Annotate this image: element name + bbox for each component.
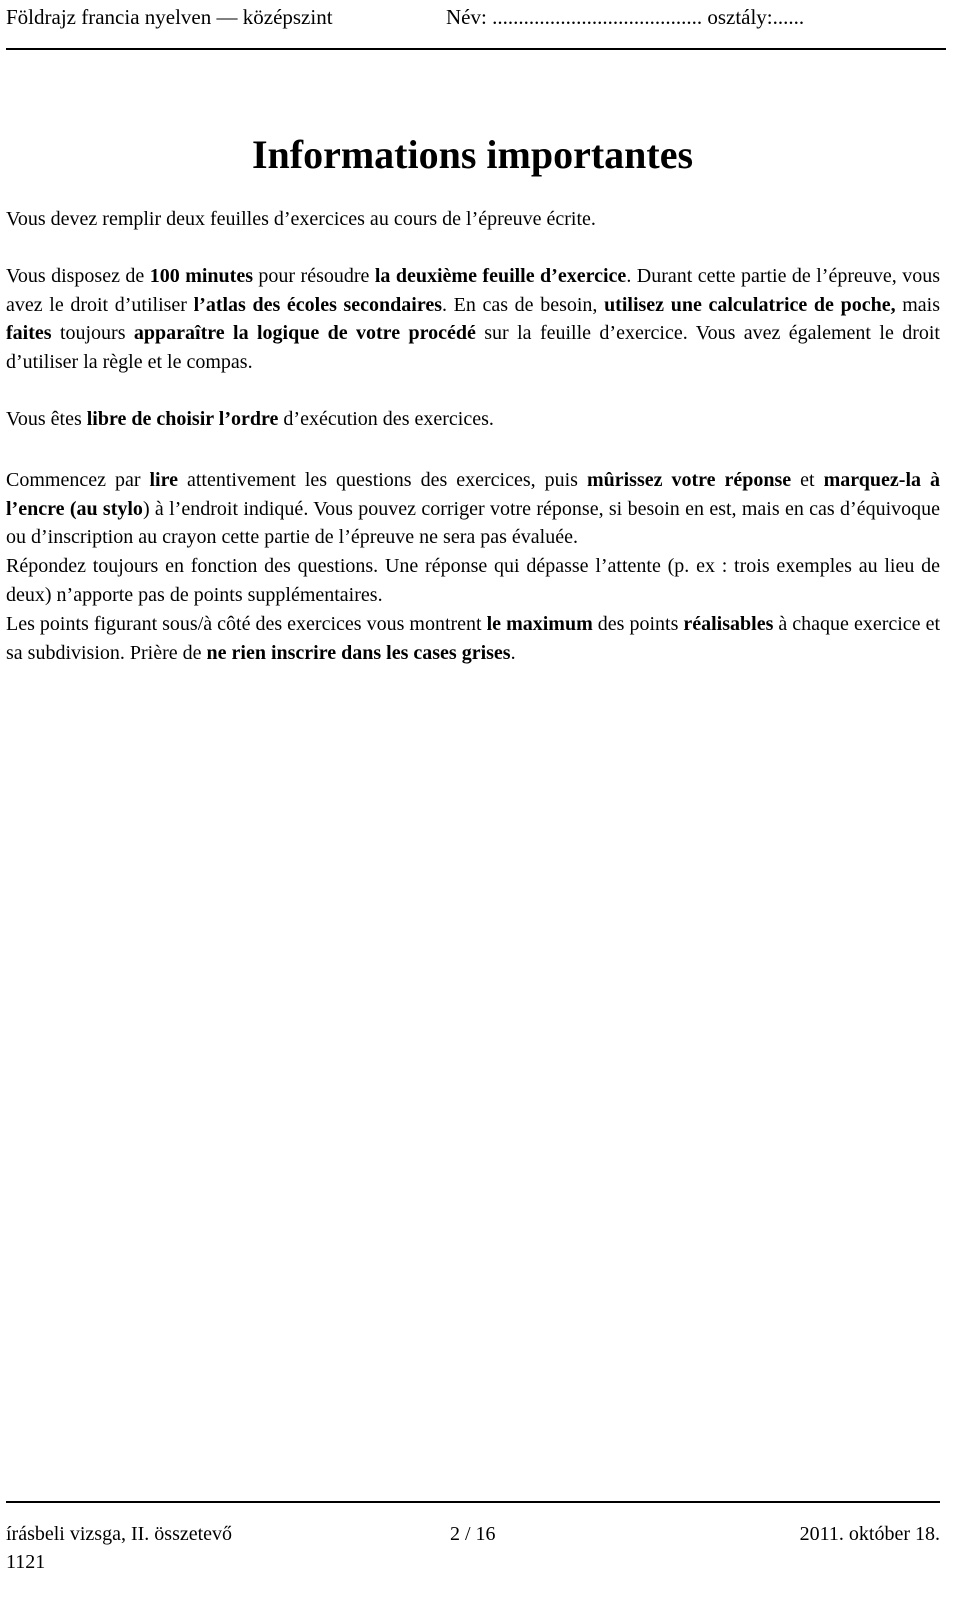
footer-divider: [6, 1501, 940, 1503]
text: Vous êtes: [6, 407, 87, 430]
header-subject: Földrajz francia nyelven — középszint: [6, 5, 333, 29]
footer-exam-type: írásbeli vizsga, II. összetevő: [6, 1523, 233, 1545]
bold-text: mûrissez votre réponse: [586, 468, 792, 491]
page-header: [6, 2, 946, 42]
bold-text: apparaître la logique de votre procédé: [133, 322, 476, 345]
bold-text: lire: [149, 468, 178, 491]
text: attentivement les questions des exercices, puis: [178, 468, 587, 491]
bold-text: le maximum: [486, 612, 593, 635]
page-title: Informations importantes: [251, 131, 694, 177]
header-name-class-fields: Név: ........................................ osztály:......: [446, 5, 805, 29]
paragraph-answers: [6, 466, 940, 552]
instructions-body: [6, 205, 940, 667]
text: à chaque exercice et sa subdivision. Prière de: [6, 612, 941, 664]
bold-text: l’atlas des écoles secondaires: [193, 293, 443, 316]
bold-text: ne rien inscrire dans les cases grises: [206, 641, 511, 664]
text: toujours: [51, 322, 134, 345]
bold-text: utilisez une calculatrice de poche,: [604, 293, 896, 316]
text: et: [791, 468, 824, 491]
text: .: [510, 641, 516, 664]
paragraph-duration: [6, 262, 940, 377]
text: mais: [895, 293, 940, 316]
bold-text: réalisables: [683, 612, 774, 635]
header-divider: [6, 48, 946, 50]
bold-text: marquez-la à l’encre (au stylo: [6, 468, 940, 520]
text: Vous disposez de: [6, 264, 150, 287]
page-number: 2 / 16: [450, 1523, 496, 1545]
paragraph-respond: Répondez toujours en fonction des questions. Une réponse qui dépasse l’attente (p. ex : trois exemples au lieu de deux) n’apporte pas de points supplémentaires.: [6, 555, 940, 606]
text: . En cas de besoin,: [442, 293, 605, 316]
paragraph-points: [6, 610, 940, 668]
text: sur la feuille d’exercice. Vous avez également le droit d’utiliser la règle et le compas.: [6, 322, 940, 374]
bold-text: 100 minutes: [149, 264, 253, 287]
text: . Durant cette partie de l’épreuve, vous avez le droit d’utiliser: [6, 264, 940, 316]
text: d’exécution des exercices.: [278, 407, 494, 430]
paragraph-order: [6, 405, 940, 434]
footer-code: 1121: [6, 1551, 46, 1573]
bold-text: faites: [6, 322, 52, 345]
text: Les points figurant sous/à côté des exercices vous montrent: [6, 612, 487, 635]
footer-date: 2011. október 18.: [799, 1523, 940, 1545]
bold-text: la deuxième feuille d’exercice: [374, 264, 627, 287]
text: Commencez par: [6, 468, 150, 491]
paragraph-sheets: Vous devez remplir deux feuilles d’exercices au cours de l’épreuve écrite.: [6, 208, 596, 230]
text: pour résoudre: [252, 264, 375, 287]
text: ) à l’endroit indiqué. Vous pouvez corriger votre réponse, si besoin en est, mais en cas d’équivoque ou d’inscription au crayon cette partie de l’épreuve ne sera pas évaluée.: [6, 497, 940, 549]
text: des points: [592, 612, 684, 635]
bold-text: libre de choisir l’ordre: [86, 407, 279, 430]
